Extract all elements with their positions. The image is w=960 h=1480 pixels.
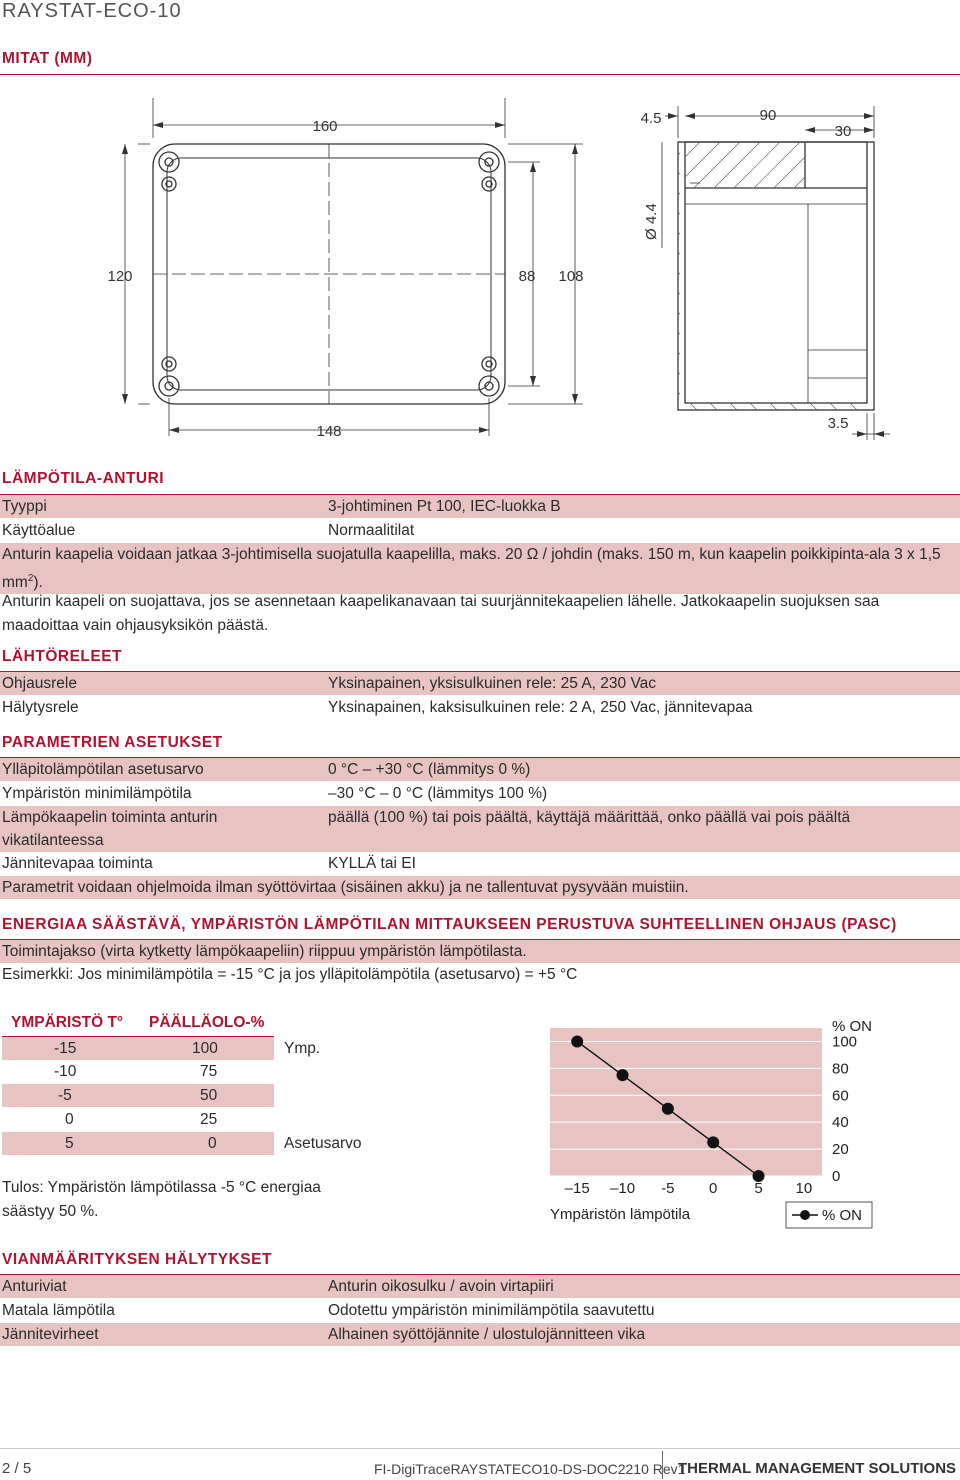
relays-heading: LÄHTÖRELEET	[2, 648, 123, 665]
chart-x-tick-label: -5	[661, 1180, 675, 1197]
dimension-drawing	[0, 78, 960, 448]
dim-depth-30: 30	[834, 123, 852, 140]
chart-y-tick-label: 100	[832, 1033, 858, 1051]
dim-height-120: 120	[107, 268, 133, 285]
pasc-heading: ENERGIAA SÄÄSTÄVÄ, YMPÄRISTÖN LÄMPÖTILAN MITTAUKSEEN PERUSTUVA SUHTEELLINEN OHJAUS (PASC)	[2, 916, 897, 933]
legend-label: % ON	[822, 1207, 863, 1224]
chart-data-point	[571, 1035, 583, 1047]
table-row: -10	[54, 1063, 77, 1080]
pasc-chart	[540, 1010, 880, 1235]
dim-wall-3-5: 3.5	[827, 415, 849, 432]
chart-y-axis-label: % ON	[832, 1018, 873, 1035]
pasc-line-2: Esimerkki: Jos minimilämpötila = -15 °C ja jos ylläpitolämpötila (asetusarvo) = +5 °C	[2, 966, 578, 983]
chart-plot-area	[550, 1028, 822, 1176]
param-row-min-temp: Ympäristön minimilämpötila –30 °C – 0 °C (lämmitys 100 %)	[2, 785, 548, 802]
chart-data-point	[707, 1136, 719, 1148]
sensor-note-1: Anturin kaapelia voidaan jatkaa 3-johtimisella suojatulla kaapelilla, maks. 20 Ω / johdin (maks. 150 m, kun kaapelin poikkipinta-ala 3 x 1,5 $mm^2$).	[0, 543, 960, 594]
dimensions-rule	[0, 74, 960, 75]
params-heading: PARAMETRIEN ASETUKSET	[2, 734, 223, 751]
table-row: 5	[65, 1135, 74, 1152]
dim-wall-4-5: 4.5	[640, 110, 662, 127]
pasc-example-table: YMPÄRISTÖ T° PÄÄLLÄOLO-% -15 100 Ymp. -10 75 -5 50 0 25 5 0 Asetusarvo	[2, 1012, 382, 1160]
document-code: FI-DigiTraceRAYSTATECO10-DS-DOC2210 Rev1	[374, 1461, 686, 1477]
alarm-row-low-temp: Matala lämpötila Odotettu ympäristön minimilämpötila saavutettu	[2, 1302, 655, 1319]
table-row: -15	[54, 1040, 77, 1057]
page-number: 2 / 5	[2, 1460, 32, 1477]
chart-y-tick-label: 80	[832, 1060, 849, 1078]
sensor-heading: LÄMPÖTILA-ANTURI	[2, 470, 165, 487]
table-header-percent: PÄÄLLÄOLO-%	[149, 1014, 265, 1031]
chart-legend	[786, 1202, 872, 1228]
table-row: 0	[65, 1111, 74, 1128]
dim-width-148: 148	[316, 423, 342, 440]
chart-y-tick-label: 40	[832, 1114, 849, 1132]
sensor-row-usage: Käyttöalue Normaalitilat	[2, 522, 415, 539]
param-row-setpoint: Ylläpitolämpötilan asetusarvo 0 °C – +30 °C (lämmitys 0 %)	[0, 758, 960, 781]
chart-data-point	[617, 1069, 629, 1081]
sensor-row-type: Tyyppi 3-johtiminen Pt 100, IEC-luokka B	[0, 495, 960, 518]
chart-x-tick-label: –15	[564, 1180, 590, 1197]
legend-marker	[800, 1210, 810, 1220]
dim-height-88: 88	[518, 268, 536, 285]
table-header-temp: YMPÄRISTÖ T°	[11, 1014, 124, 1031]
params-note: Parametrit voidaan ohjelmoida ilman syöttövirtaa (sisäinen akku) ja ne tallentuvat pysyvään muistiin.	[0, 876, 960, 899]
document-title: RAYSTAT-ECO-10	[2, 0, 182, 22]
alarm-row-voltage: Jännitevirheet Alhainen syöttöjännite / ulostulojännitteen vika	[0, 1323, 960, 1346]
alarm-row-sensor: Anturiviat Anturin oikosulku / avoin virtapiiri	[0, 1275, 960, 1298]
pasc-result: Tulos: Ympäristön lämpötilassa -5 °C energiaa säästyy 50 %.	[2, 1179, 321, 1220]
dim-width-160: 160	[312, 118, 338, 135]
relay-row-control: Ohjausrele Yksinapainen, yksisulkuinen rele: 25 A, 230 Vac	[0, 672, 960, 695]
chart-data-point	[662, 1103, 674, 1115]
chart-y-tick-label: 60	[832, 1087, 849, 1105]
chart-y-tick-label: 0	[832, 1168, 841, 1185]
chart-x-tick-label: –10	[610, 1180, 636, 1197]
wall-hatching	[678, 142, 857, 410]
table-row: -5	[58, 1087, 72, 1104]
param-row-dry-contact: Jännitevapaa toiminta KYLLÄ tai EI	[2, 855, 416, 872]
dim-height-108: 108	[558, 268, 584, 285]
pasc-line-1: Toimintajakso (virta kytketty lämpökaapeliin) riippuu ympäristön lämpötilasta.	[0, 940, 960, 963]
chart-x-axis-label: Ympäristön lämpötila	[550, 1206, 691, 1223]
param-row-sensor-fail: Lämpökaapelin toiminta anturin vikatilanteessa päällä (100 %) tai pois päältä, käyttäjä määrittää, onko päällä vai pois päältä	[0, 806, 960, 852]
relay-row-alarm: Hälytysrele Yksinapainen, kaksisulkuinen rele: 2 A, 250 Vac, jännitevapaa	[2, 699, 753, 716]
chart-x-tick-label: 5	[754, 1180, 763, 1197]
brand-tagline: THERMAL MANAGEMENT SOLUTIONS	[678, 1460, 957, 1477]
enclosure-side-outline	[678, 142, 874, 410]
chart-x-tick-label: 0	[709, 1180, 718, 1197]
dim-depth-90: 90	[759, 107, 777, 124]
chart-x-tick-label: 10	[795, 1180, 813, 1197]
chart-y-tick-label: 20	[832, 1141, 849, 1159]
sensor-note-2: Anturin kaapeli on suojattava, jos se asennetaan kaapelikanavaan tai suurjännitekaapelien lähelle. Jatkokaapelin suojuksen saa maadoittaa vain ohjausyksikön päästä.	[2, 593, 880, 634]
dimensions-heading: MITAT (MM)	[2, 50, 93, 67]
alarms-heading: VIANMÄÄRITYKSEN HÄLYTYKSET	[2, 1251, 272, 1268]
dim-hole-diameter: Ø 4.4	[643, 203, 660, 240]
